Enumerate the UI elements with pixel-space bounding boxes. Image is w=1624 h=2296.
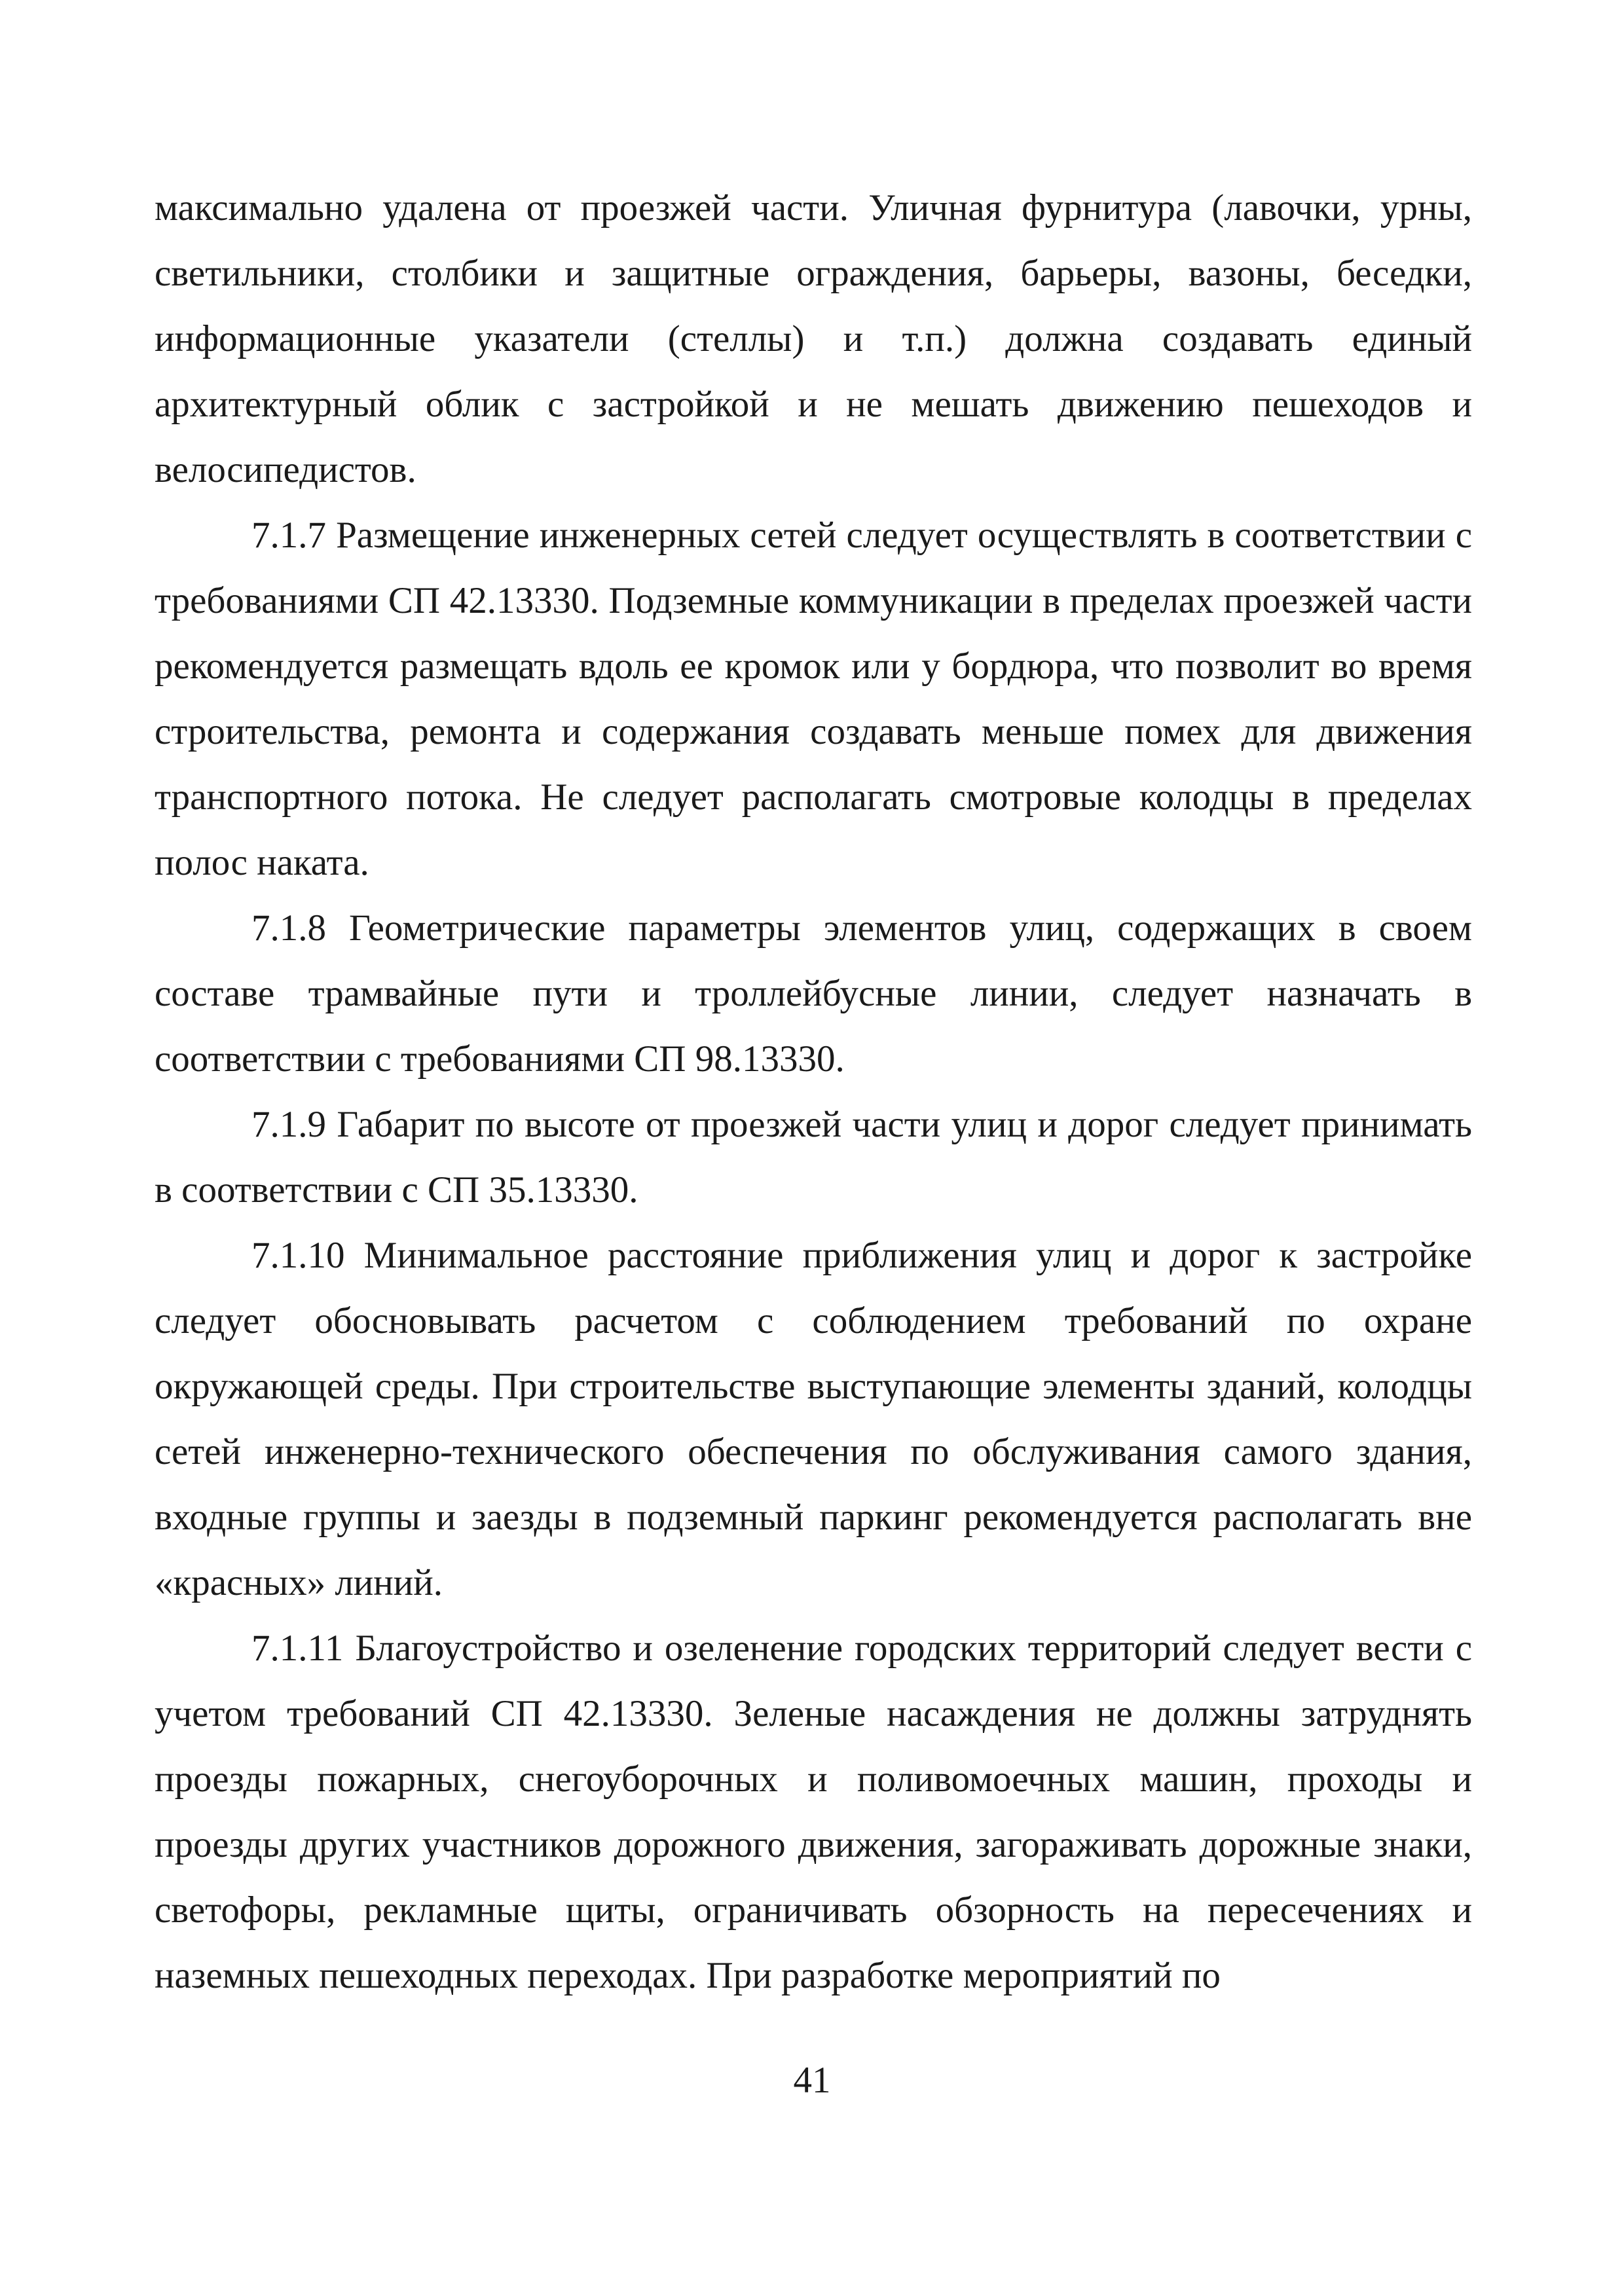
paragraph-7-1-10: 7.1.10 Минимальное расстояние приближения улиц и дорог к застройке следует обосновывать расчетом с соблюдением требований по охране окружающей среды. При строительстве выступающие элементы зданий, колодцы сетей инженерно-технического обеспечения по обслуживания самого здания, входные группы и заезды в подземный паркинг рекомендуется располагать вне «красных» линий. <box>155 1235 1472 1603</box>
paragraph-7-1-8: 7.1.8 Геометрические параметры элементов улиц, содержащих в своем составе трамвайные пути и троллейбусные линии, следует назначать в соответствии с требованиями СП 98.13330. <box>155 907 1472 1080</box>
paragraph-7-1-9: 7.1.9 Габарит по высоте от проезжей части улиц и дорог следует принимать в соответствии с СП 35.13330. <box>155 1104 1472 1211</box>
body-text <box>155 175 1472 2009</box>
paragraph-continuation: максимально удалена от проезжей части. Уличная фурнитура (лавочки, урны, светильники, столбики и защитные ограждения, барьеры, вазоны, беседки, информационные указатели (стеллы) и т.п.) должна создавать единый архитектурный облик с застройкой и не мешать движению пешеходов и велосипедистов. <box>155 187 1472 490</box>
paragraph-7-1-7: 7.1.7 Размещение инженерных сетей следует осуществлять в соответствии с требованиями СП 42.13330. Подземные коммуникации в пределах проезжей части рекомендуется размещать вдоль ее кромок или у бордюра, что позволит во время строительства, ремонта и содержания создавать меньше помех для движения транспортного потока. Не следует располагать смотровые колодцы в пределах полос наката. <box>155 515 1472 883</box>
page-number: 41 <box>793 2060 831 2101</box>
paragraph-7-1-11: 7.1.11 Благоустройство и озеленение городских территорий следует вести с учетом требований СП 42.13330. Зеленые насаждения не должны затруднять проезды пожарных, снегоуборочных и поливомоечных машин, проходы и проезды других участников дорожного движения, загораживать дорожные знаки, светофоры, рекламные щиты, ограничивать обзорность на пересечениях и наземных пешеходных переходах. При разработке мероприятий по <box>155 1628 1472 1996</box>
